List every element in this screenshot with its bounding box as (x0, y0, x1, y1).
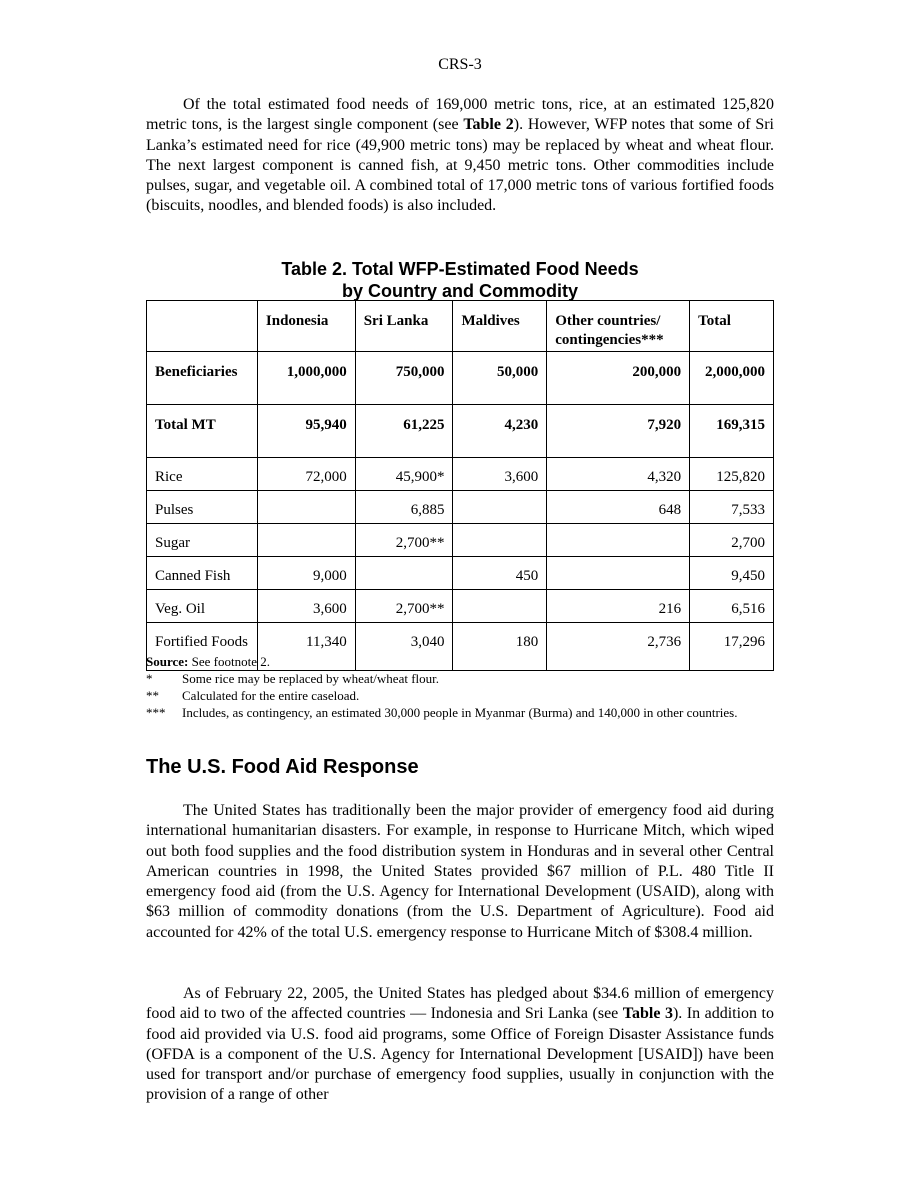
table-cell: 1,000,000 (257, 352, 355, 405)
table-cell: 2,736 (547, 623, 690, 671)
footnote-mark: * (146, 671, 153, 686)
row-label: Pulses (147, 491, 258, 524)
table-cell: 4,320 (547, 458, 690, 491)
table-row (147, 491, 774, 524)
table-cell (547, 557, 690, 590)
intro-paragraph (146, 95, 774, 217)
source-text: See footnote 2. (188, 654, 270, 669)
table-cell: 7,533 (690, 491, 774, 524)
footnote (146, 687, 774, 704)
table-title-line1: Table 2. Total WFP-Estimated Food Needs (281, 259, 639, 279)
section-heading: The U.S. Food Aid Response (146, 756, 419, 778)
table-cell: 45,900* (355, 458, 453, 491)
table-cell: 450 (453, 557, 547, 590)
table-cell: 9,000 (257, 557, 355, 590)
paragraph-text-part1: As of February 22, 2005, the United States has pledged about $34.6 million of emergency food aid to two of the affected countries — Indonesia and Sri Lanka (see (146, 985, 774, 1023)
column-header: Sri Lanka (355, 301, 453, 352)
table-row (147, 458, 774, 491)
table-row (147, 557, 774, 590)
table-header-row (147, 301, 774, 352)
section-paragraph-1: The United States has traditionally been the major provider of emergency food aid during international humanitarian disasters. For example, in response to Hurricane Mitch, which wiped out both food supplies and the food distribution system in Honduras and in several other Central American countries in 1998, the United States provided $67 million of P.L. 480 Title II emergency food aid (from the U.S. Agency for International Development (USAID), along with $63 million of commodity donations (from the U.S. Department of Agriculture). Food aid accounted for 42% of the total U.S. emergency response to Hurricane Mitch of $308.4 million. (146, 802, 774, 941)
table-cell (453, 590, 547, 623)
table-cell (355, 557, 453, 590)
footnote-text: Calculated for the entire caseload. (182, 688, 360, 703)
table-cell: 4,230 (453, 405, 547, 458)
table-cell: 2,000,000 (690, 352, 774, 405)
table-row (147, 405, 774, 458)
intro-text-part1: Of the total estimated food needs of 169,000 metric tons, rice, at an estimated 125,820 metric tons, is the largest single component (see (146, 96, 774, 134)
table-cell: 72,000 (257, 458, 355, 491)
table-cell (257, 491, 355, 524)
column-header: Maldives (453, 301, 547, 352)
footnote-text: Includes, as contingency, an estimated 30,000 people in Myanmar (Burma) and 140,000 in other countries. (182, 705, 738, 720)
table-cell: 6,516 (690, 590, 774, 623)
table-reference: Table 3 (622, 1005, 673, 1023)
table-cell: 3,600 (257, 590, 355, 623)
row-label: Canned Fish (147, 557, 258, 590)
row-label: Sugar (147, 524, 258, 557)
table-cell: 125,820 (690, 458, 774, 491)
table-cell: 3,600 (453, 458, 547, 491)
table-cell (453, 491, 547, 524)
column-header (147, 301, 258, 352)
row-label: Total MT (147, 405, 258, 458)
row-label: Rice (147, 458, 258, 491)
table-cell: 11,340 (257, 623, 355, 671)
column-header: Other countries/ contingencies*** (547, 301, 690, 352)
table-cell: 200,000 (547, 352, 690, 405)
footnote-text: Some rice may be replaced by wheat/wheat flour. (182, 671, 440, 686)
footnote-mark: *** (146, 705, 166, 720)
source-note (146, 653, 774, 670)
table-cell: 216 (547, 590, 690, 623)
table-cell: 17,296 (690, 623, 774, 671)
source-label: Source: (146, 654, 189, 669)
table-cell (547, 524, 690, 557)
footnote-mark: ** (146, 688, 159, 703)
table-row (147, 352, 774, 405)
intro-text-part2: ). However, WFP notes that some of Sri Lanka’s estimated need for rice (49,900 metric tons) may be replaced by wheat and wheat flour. The next largest component is canned fish, at 9,450 metric tons. Other commodities include pulses, sugar, and vegetable oil. A combined total of 17,000 metric tons of various fortified foods (biscuits, noodles, and blended foods) is also included. (146, 116, 774, 215)
table-cell: 2,700 (690, 524, 774, 557)
section-paragraph-2 (146, 984, 774, 1106)
table-notes (146, 653, 774, 721)
paragraph-text-part2: ). In addition to food aid provided via U.S. food aid programs, some Office of Foreign Disaster Assistance funds (OFDA is a component of the U.S. Agency for International Development [USAID]) have been used for transport and/or purchase of emergency food supplies, usually in conjunction with the provision of a range of other (146, 1005, 774, 1104)
food-needs-table (146, 300, 774, 671)
table-title (146, 258, 774, 302)
table-cell: 750,000 (355, 352, 453, 405)
table-cell (257, 524, 355, 557)
table-cell: 95,940 (257, 405, 355, 458)
column-header: Total (690, 301, 774, 352)
footnote (146, 670, 774, 687)
table-cell (453, 524, 547, 557)
row-label: Fortified Foods (147, 623, 258, 671)
table-cell: 3,040 (355, 623, 453, 671)
table-cell: 7,920 (547, 405, 690, 458)
table-row (147, 524, 774, 557)
page-number-label: CRS-3 (438, 56, 482, 73)
table-cell: 648 (547, 491, 690, 524)
row-label: Veg. Oil (147, 590, 258, 623)
table-row (147, 590, 774, 623)
row-label: Beneficiaries (147, 352, 258, 405)
column-header: Indonesia (257, 301, 355, 352)
table-cell: 6,885 (355, 491, 453, 524)
table-title-line2: by Country and Commodity (341, 281, 578, 301)
table-cell: 50,000 (453, 352, 547, 405)
table-cell: 61,225 (355, 405, 453, 458)
table-cell: 2,700** (355, 524, 453, 557)
table-cell: 9,450 (690, 557, 774, 590)
table-reference: Table 2 (463, 116, 514, 134)
table-cell: 180 (453, 623, 547, 671)
table-cell: 2,700** (355, 590, 453, 623)
footnote (146, 704, 774, 721)
table-cell: 169,315 (690, 405, 774, 458)
